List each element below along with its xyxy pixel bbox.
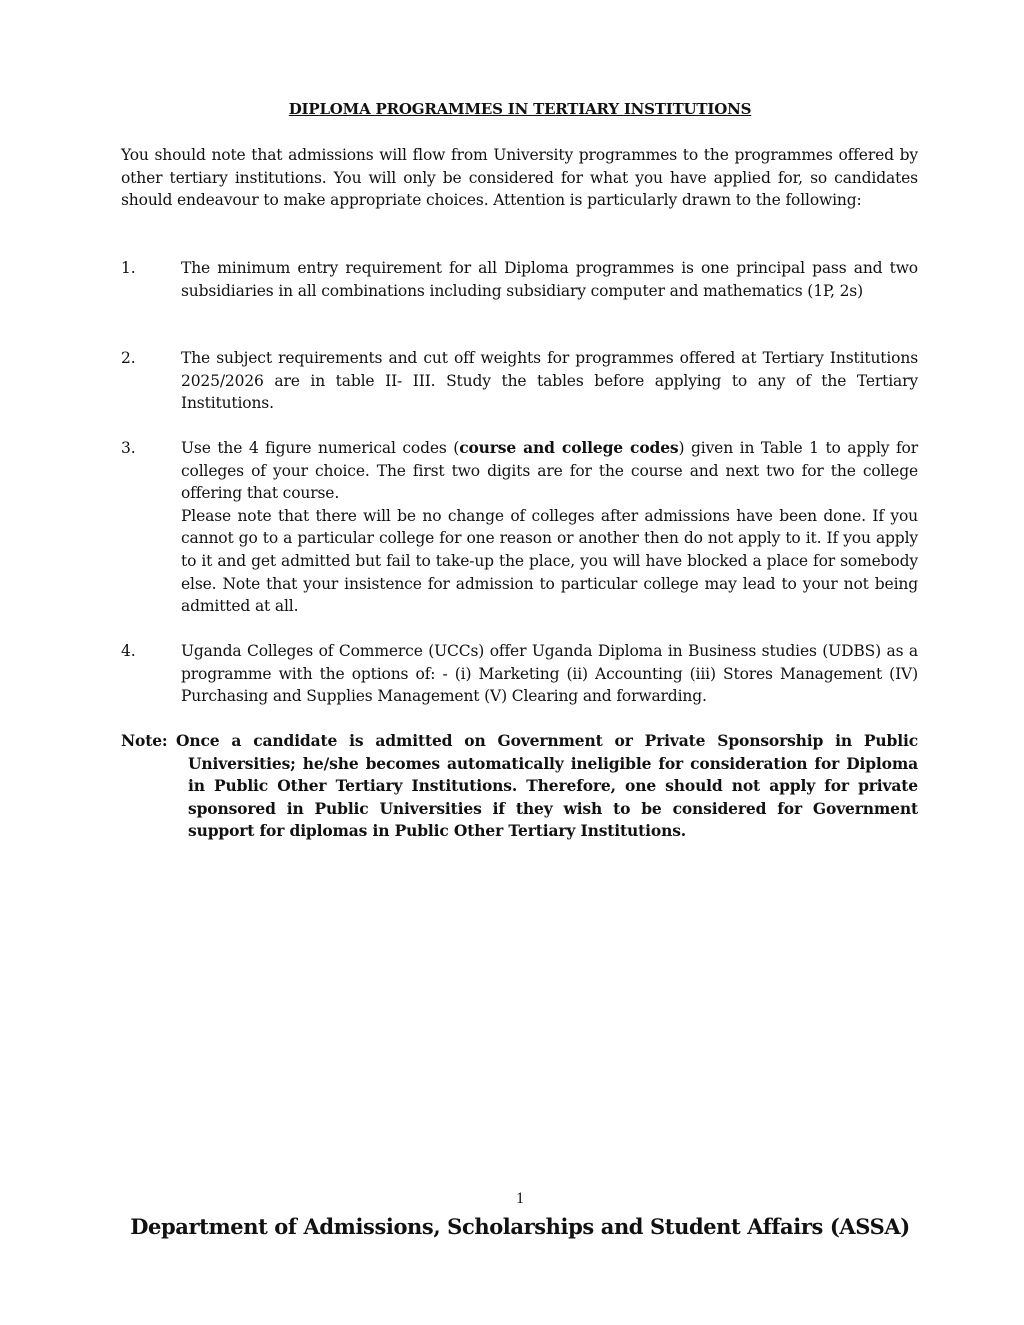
list-item-text-end: ) given in Table 1 to apply for colleges of your choice. The first two digits are for the course and next two for the college offering that course.	[181, 439, 918, 503]
list-item-text: Uganda Colleges of Commerce (UCCs) offer Uganda Diploma in Business studies (UDBS) as a programme with the options of: - (i) Marketing (ii) Accounting (iii) Stores Management (IV) Purchasing and Supplies Management (V) Clearing and forwarding.	[181, 642, 918, 706]
course-college-codes-emphasis: course and college codes	[459, 438, 679, 457]
list-item-number: 3.	[121, 439, 136, 457]
note-text: Once a candidate is admitted on Government or Private Sponsorship in Public Universities; he/she becomes automatically ineligible for consideration for Diploma in Public Other Tertiary Institutions. Therefore, one should not apply for private sponsored in Public Universities if they wish to be considered for Government support for diplomas in Public Other Tertiary Institutions.	[176, 731, 918, 841]
list-item-3	[121, 437, 918, 618]
intro-paragraph: You should note that admissions will flow from University programmes to the programmes offered by other tertiary institutions. You will only be considered for what you have applied for, so candidates should endeavour to make appropriate choices. Attention is particularly drawn to the following:	[121, 146, 918, 210]
list-item-text	[181, 437, 918, 505]
list-item-text: The subject requirements and cut off weights for programmes offered at Tertiary Institutions 2025/2026 are in table II- III. Study the tables before applying to any of the Tertiary Institutions.	[181, 349, 918, 413]
page-title: DIPLOMA PROGRAMMES IN TERTIARY INSTITUTIONS	[288, 100, 752, 118]
list-item-4	[121, 640, 918, 708]
footer-department-name: Department of Admissions, Scholarships and Student Affairs (ASSA)	[130, 1214, 910, 1239]
list-item-text: The minimum entry requirement for all Diploma programmes is one principal pass and two subsidiaries in all combinations including subsidiary computer and mathematics (1P, 2s)	[181, 259, 918, 300]
list-item-text-start: Use the 4 figure numerical codes (	[181, 439, 460, 457]
list-item-number: 4.	[121, 642, 136, 660]
note-block	[121, 730, 918, 843]
list-item-number: 2.	[121, 349, 136, 367]
note-label: Note:	[121, 731, 168, 750]
list-item-number: 1.	[121, 259, 136, 277]
list-item-text-note: Please note that there will be no change of colleges after admissions have been done. If you cannot go to a particular college for one reason or another then do not apply to it. If you apply to it and get admitted but fail to take-up the place, you will have blocked a place for somebody else. Note that your insistence for admission to particular college may lead to your not being admitted at all.	[181, 506, 918, 616]
list-item-1	[121, 257, 918, 302]
list-item-2	[121, 347, 918, 415]
page-number: 1	[516, 1190, 524, 1207]
